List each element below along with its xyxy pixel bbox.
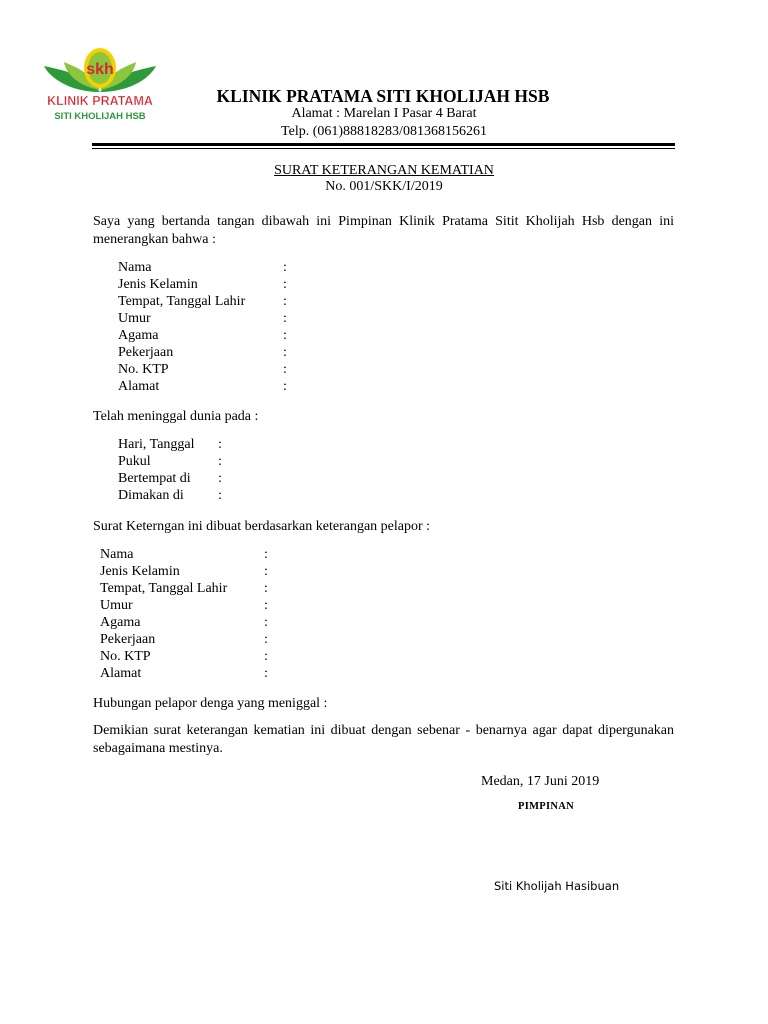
reporter-relation: Hubungan pelapor denga yang meniggal : (93, 696, 328, 711)
field-colon: : (264, 581, 268, 596)
field-row: Pekerjaan (100, 632, 156, 647)
closing-paragraph: Demikian surat keterangan kematian ini dibuat dengan sebenar - benarnya agar dapat dipergunakan sebagaimana mestinya. (93, 723, 674, 756)
field-row: Hari, Tanggal (118, 437, 195, 452)
field-row: Pukul (118, 454, 151, 469)
field-colon: : (283, 345, 287, 360)
field-colon: : (218, 437, 222, 452)
field-colon: : (264, 666, 268, 681)
field-row: Agama (118, 328, 159, 343)
field-row: Jenis Kelamin (118, 277, 198, 292)
logo-line2: SITI KHOLIJAH HSB (54, 111, 146, 122)
field-row: No. KTP (118, 362, 169, 377)
signatory-position: PIMPINAN (518, 801, 575, 812)
field-colon: : (264, 547, 268, 562)
field-colon: : (283, 260, 287, 275)
field-row: Nama (118, 260, 152, 275)
field-colon: : (283, 379, 287, 394)
clinic-address: Alamat : Marelan I Pasar 4 Barat (291, 106, 477, 121)
field-row: Bertempat di (118, 471, 191, 486)
field-row: Umur (118, 311, 151, 326)
logo-line1: KLINIK PRATAMA (47, 94, 153, 108)
field-row: Alamat (118, 379, 160, 394)
field-colon: : (283, 328, 287, 343)
reporter-intro: Surat Keterngan ini dibuat berdasarkan keterangan pelapor : (93, 519, 431, 534)
field-colon: : (264, 598, 268, 613)
field-row: Agama (100, 615, 141, 630)
field-colon: : (218, 488, 222, 503)
clinic-phone: Telp. (061)88818283/081368156261 (281, 124, 487, 139)
header-divider-thick (92, 143, 675, 146)
document-title: SURAT KETERANGAN KEMATIAN (274, 163, 494, 178)
place-date: Medan, 17 Juni 2019 (481, 774, 600, 789)
field-row: Pekerjaan (118, 345, 174, 360)
field-row: Dimakan di (118, 488, 184, 503)
field-colon: : (264, 564, 268, 579)
field-row: No. KTP (100, 649, 151, 664)
field-colon: : (283, 277, 287, 292)
field-row: Tempat, Tanggal Lahir (118, 294, 246, 309)
field-colon: : (264, 649, 268, 664)
logo-monogram: skh (86, 61, 114, 78)
field-colon: : (283, 294, 287, 309)
field-colon: : (264, 632, 268, 647)
document-number: No. 001/SKK/I/2019 (325, 179, 443, 194)
field-row: Nama (100, 547, 134, 562)
field-colon: : (283, 311, 287, 326)
signatory-name: Siti Kholijah Hasibuan (494, 879, 620, 893)
header-divider-thin (92, 148, 675, 149)
field-colon: : (264, 615, 268, 630)
field-colon: : (283, 362, 287, 377)
field-row: Jenis Kelamin (100, 564, 180, 579)
field-colon: : (218, 454, 222, 469)
field-row: Alamat (100, 666, 142, 681)
field-colon: : (218, 471, 222, 486)
intro-paragraph: Saya yang bertanda tangan dibawah ini Pimpinan Klinik Pratama Sitit Kholijah Hsb dengan ini menerangkan bahwa : (93, 214, 674, 247)
death-intro: Telah meninggal dunia pada : (93, 409, 259, 424)
field-row: Tempat, Tanggal Lahir (100, 581, 228, 596)
clinic-name: KLINIK PRATAMA SITI KHOLIJAH HSB (216, 86, 550, 106)
field-row: Umur (100, 598, 133, 613)
